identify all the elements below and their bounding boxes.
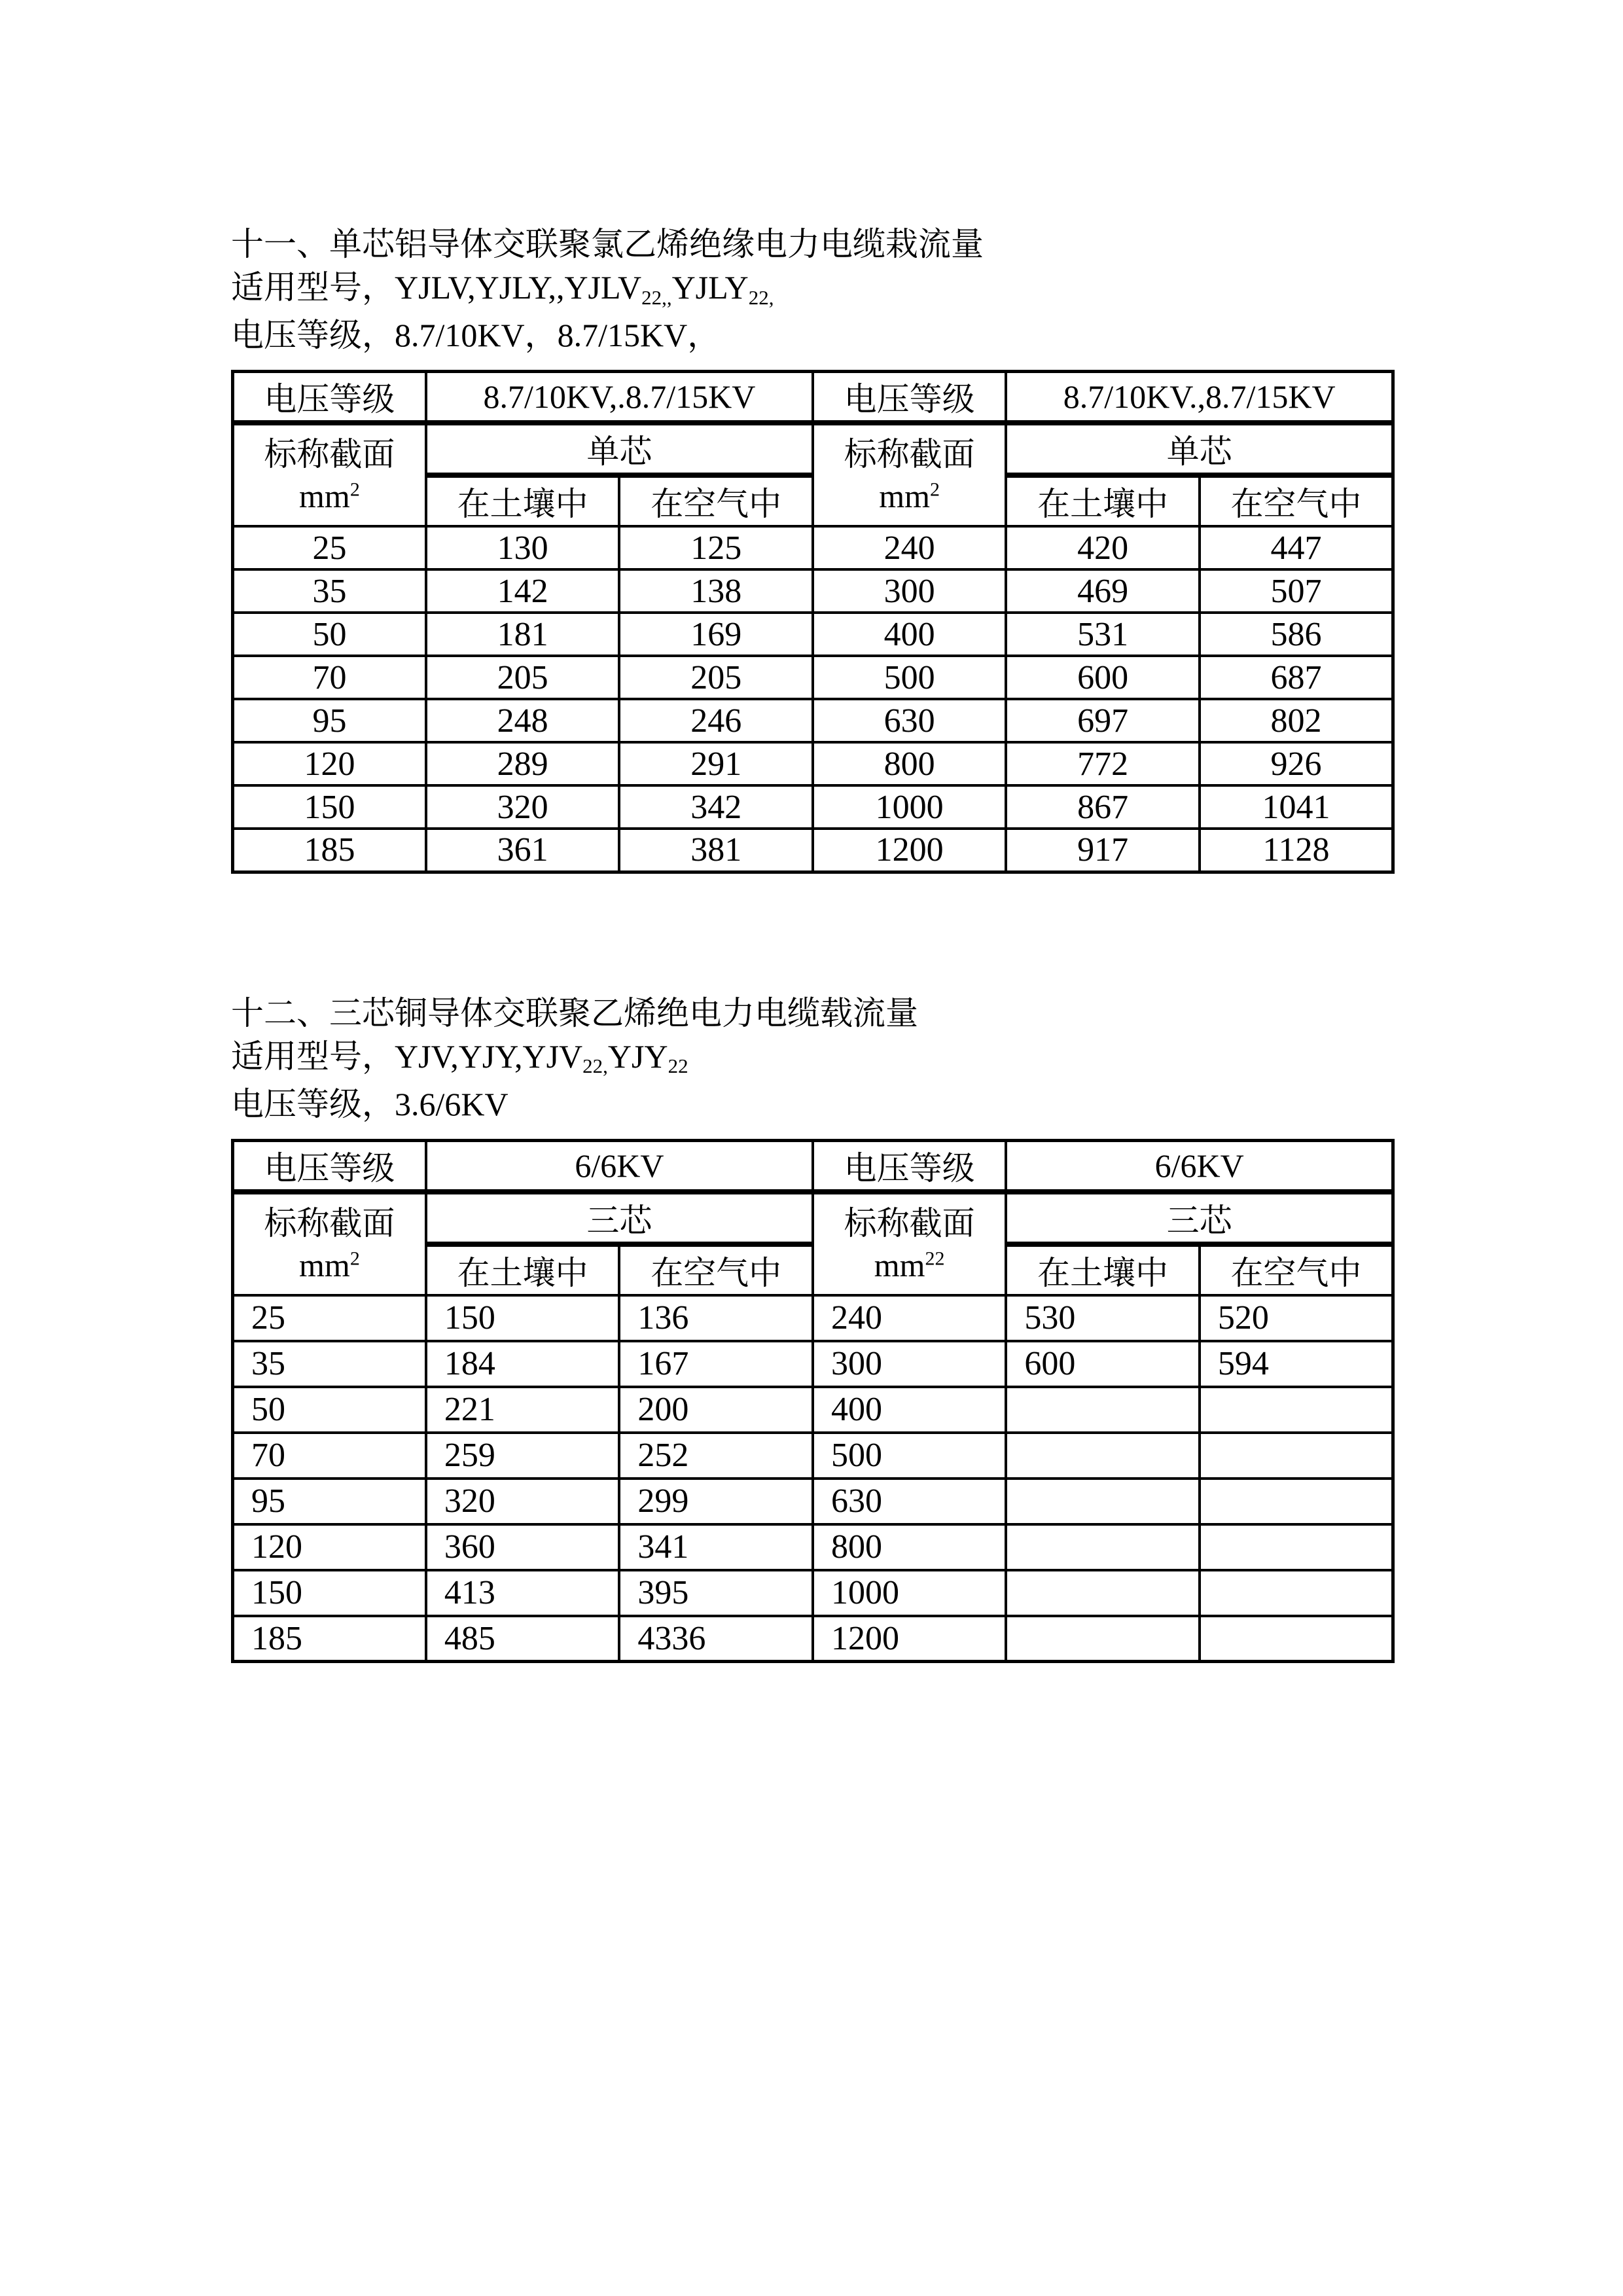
table-cell: 594 [1200, 1341, 1393, 1387]
table-row [233, 656, 1393, 699]
table-cell: 687 [1200, 656, 1393, 699]
table-cell: 181 [426, 613, 620, 656]
table-body [233, 1295, 1393, 1662]
table-cell: 600 [1006, 656, 1200, 699]
core-header-row [233, 1192, 1393, 1244]
model-subscript: 22,, [641, 285, 672, 309]
table-cell: 926 [1200, 742, 1393, 785]
table-cell [1200, 1524, 1393, 1570]
model-subscript: 22 [668, 1054, 688, 1078]
table-cell: 125 [619, 526, 813, 569]
table-cell: 25 [233, 526, 426, 569]
table-cell: 240 [813, 526, 1006, 569]
voltage-line: 电压等级，8.7/10KV，8.7/15KV， [231, 317, 721, 353]
voltage-value-cell-right: 8.7/10KV.,8.7/15KV [1006, 372, 1393, 423]
table-cell: 200 [619, 1387, 813, 1433]
table-cell: 361 [426, 829, 620, 872]
table-cell: 221 [426, 1387, 620, 1433]
table-row [233, 613, 1393, 656]
table-cell: 95 [233, 1479, 426, 1524]
in-soil-header-cell: 在土壤中 [1006, 475, 1200, 526]
table-row [233, 1524, 1393, 1570]
table-cell: 360 [426, 1524, 620, 1570]
table-cell: 169 [619, 613, 813, 656]
cross-section-unit: $mm^2$ [299, 478, 360, 514]
section-title: 十一、单芯铝导体交联聚氯乙烯绝缘电力电缆栽流量 [231, 226, 984, 262]
table-cell: 485 [426, 1616, 620, 1662]
table-row [233, 1295, 1393, 1341]
table-cell: 500 [813, 1433, 1006, 1479]
table-cell: 248 [426, 699, 620, 742]
table-row [233, 1616, 1393, 1662]
table-cell: 630 [813, 699, 1006, 742]
table-cell: 300 [813, 1341, 1006, 1387]
table-cell: 150 [426, 1295, 620, 1341]
table-cell: 1041 [1200, 785, 1393, 829]
unit-superscript: 22 [925, 1247, 945, 1269]
table-cell: 184 [426, 1341, 620, 1387]
section-single-core [231, 223, 1395, 874]
core-type-cell: 三芯 [1006, 1192, 1393, 1244]
table-cell: 205 [619, 656, 813, 699]
voltage-label-cell: 电压等级 [233, 372, 426, 423]
table-cell: 381 [619, 829, 813, 872]
table-cell: 531 [1006, 613, 1200, 656]
voltage-label-cell: 电压等级 [813, 372, 1006, 423]
table-cell: 1128 [1200, 829, 1393, 872]
table-cell: 299 [619, 1479, 813, 1524]
table-row [233, 1387, 1393, 1433]
table-cell: 630 [813, 1479, 1006, 1524]
table-cell: 400 [813, 1387, 1006, 1433]
in-air-header-cell: 在空气中 [619, 1244, 813, 1295]
table-cell: 205 [426, 656, 620, 699]
voltage-header-row [233, 372, 1393, 423]
table-cell: 520 [1200, 1295, 1393, 1341]
in-air-header-cell: 在空气中 [1200, 475, 1393, 526]
core-header-row [233, 423, 1393, 475]
table-cell: 1000 [813, 1570, 1006, 1616]
table-cell: 291 [619, 742, 813, 785]
table-row [233, 1570, 1393, 1616]
cross-section-label: 标称截面 [844, 436, 975, 473]
cross-section-cell-right [813, 423, 1006, 526]
model-line-prefix: 适用型号，YJLV,YJLY,,YJLV [231, 269, 642, 306]
table-row [233, 1479, 1393, 1524]
table-cell: 800 [813, 1524, 1006, 1570]
cross-section-label: 标称截面 [844, 1204, 975, 1242]
table-cell: 300 [813, 569, 1006, 613]
in-air-header-cell: 在空气中 [619, 475, 813, 526]
table-cell: 4336 [619, 1616, 813, 1662]
table-cell: 185 [233, 829, 426, 872]
cross-section-label: 标称截面 [264, 1204, 395, 1242]
in-soil-header-cell: 在土壤中 [426, 475, 620, 526]
voltage-header-row [233, 1140, 1393, 1192]
table-row [233, 569, 1393, 613]
model-line [231, 1035, 1395, 1083]
table-cell: 259 [426, 1433, 620, 1479]
unit-superscript: 2 [930, 478, 940, 501]
table-cell: 35 [233, 1341, 426, 1387]
table-cell: 1000 [813, 785, 1006, 829]
table-cell: 320 [426, 785, 620, 829]
cross-section-label: 标称截面 [264, 436, 395, 473]
table-cell: 70 [233, 656, 426, 699]
table-header [233, 372, 1393, 527]
table-cell [1006, 1387, 1200, 1433]
table-cell [1006, 1479, 1200, 1524]
model-line-mid: YJY [607, 1037, 668, 1075]
table-cell [1200, 1570, 1393, 1616]
table-cell: 420 [1006, 526, 1200, 569]
table-body [233, 526, 1393, 872]
table-cell: 246 [619, 699, 813, 742]
table-row [233, 526, 1393, 569]
table-cell: 289 [426, 742, 620, 785]
voltage-line: 电压等级，3.6/6KV [231, 1085, 508, 1122]
in-soil-header-cell: 在土壤中 [426, 1244, 620, 1295]
cross-section-unit: $mm^2$ [299, 1246, 360, 1283]
table-cell: 138 [619, 569, 813, 613]
voltage-value-cell-right: 6/6KV [1006, 1140, 1393, 1192]
voltage-value-cell-left: 8.7/10KV,.8.7/15KV [426, 372, 813, 423]
cross-section-unit: $mm^2$ [879, 478, 940, 514]
table-cell: 150 [233, 785, 426, 829]
table-cell: 50 [233, 613, 426, 656]
table-cell: 600 [1006, 1341, 1200, 1387]
table-cell: 320 [426, 1479, 620, 1524]
table-cell: 342 [619, 785, 813, 829]
section-title: 十二、三芯铜导体交联聚乙烯绝电力电缆载流量 [231, 994, 918, 1031]
table-header [233, 1140, 1393, 1295]
table-cell: 395 [619, 1570, 813, 1616]
model-line-mid: YJLY [671, 269, 749, 306]
table-cell: 917 [1006, 829, 1200, 872]
table-cell [1200, 1479, 1393, 1524]
table-cell: 697 [1006, 699, 1200, 742]
core-type-cell: 单芯 [426, 423, 813, 475]
table-cell: 447 [1200, 526, 1393, 569]
in-soil-header-cell: 在土壤中 [1006, 1244, 1200, 1295]
unit-superscript: 2 [349, 478, 360, 501]
model-line [231, 266, 1395, 314]
table-cell: 341 [619, 1524, 813, 1570]
table-cell: 802 [1200, 699, 1393, 742]
voltage-label-cell: 电压等级 [813, 1140, 1006, 1192]
ampacity-table-single-core [231, 370, 1395, 874]
cross-section-cell-left [233, 1192, 426, 1295]
table-cell: 507 [1200, 569, 1393, 613]
table-cell: 1200 [813, 1616, 1006, 1662]
unit-superscript: 2 [349, 1247, 360, 1269]
table-cell: 167 [619, 1341, 813, 1387]
cross-section-cell-left [233, 423, 426, 526]
table-row [233, 699, 1393, 742]
section-intro [231, 223, 1395, 357]
table-cell [1200, 1387, 1393, 1433]
table-cell: 1200 [813, 829, 1006, 872]
table-cell: 400 [813, 613, 1006, 656]
table-cell [1006, 1570, 1200, 1616]
table-cell: 70 [233, 1433, 426, 1479]
table-cell: 130 [426, 526, 620, 569]
table-cell: 142 [426, 569, 620, 613]
table-cell: 867 [1006, 785, 1200, 829]
cross-section-cell-right [813, 1192, 1006, 1295]
table-cell: 25 [233, 1295, 426, 1341]
table-cell: 586 [1200, 613, 1393, 656]
table-cell: 800 [813, 742, 1006, 785]
table-cell [1006, 1616, 1200, 1662]
table-cell: 35 [233, 569, 426, 613]
core-type-cell: 三芯 [426, 1192, 813, 1244]
table-cell: 185 [233, 1616, 426, 1662]
table-cell: 772 [1006, 742, 1200, 785]
in-air-header-cell: 在空气中 [1200, 1244, 1393, 1295]
table-row [233, 785, 1393, 829]
section-intro [231, 992, 1395, 1126]
table-cell: 136 [619, 1295, 813, 1341]
table-cell: 500 [813, 656, 1006, 699]
table-cell: 120 [233, 1524, 426, 1570]
section-three-core [231, 992, 1395, 1664]
table-cell [1200, 1616, 1393, 1662]
voltage-value-cell-left: 6/6KV [426, 1140, 813, 1192]
table-cell: 240 [813, 1295, 1006, 1341]
core-type-cell: 单芯 [1006, 423, 1393, 475]
cross-section-unit: $mm^{22}$ [874, 1246, 945, 1283]
table-cell: 150 [233, 1570, 426, 1616]
table-cell: 413 [426, 1570, 620, 1616]
ampacity-table-three-core [231, 1139, 1395, 1664]
table-row [233, 829, 1393, 872]
table-cell: 252 [619, 1433, 813, 1479]
table-cell [1006, 1524, 1200, 1570]
model-line-prefix: 适用型号，YJV,YJY,YJV [231, 1037, 583, 1075]
table-cell: 120 [233, 742, 426, 785]
table-row [233, 1341, 1393, 1387]
table-cell: 95 [233, 699, 426, 742]
table-row [233, 742, 1393, 785]
model-subscript: 22, [582, 1054, 608, 1078]
table-row [233, 1433, 1393, 1479]
table-cell: 530 [1006, 1295, 1200, 1341]
table-cell [1200, 1433, 1393, 1479]
model-subscript: 22, [748, 285, 774, 309]
table-cell: 50 [233, 1387, 426, 1433]
table-cell [1006, 1433, 1200, 1479]
voltage-label-cell: 电压等级 [233, 1140, 426, 1192]
table-cell: 469 [1006, 569, 1200, 613]
